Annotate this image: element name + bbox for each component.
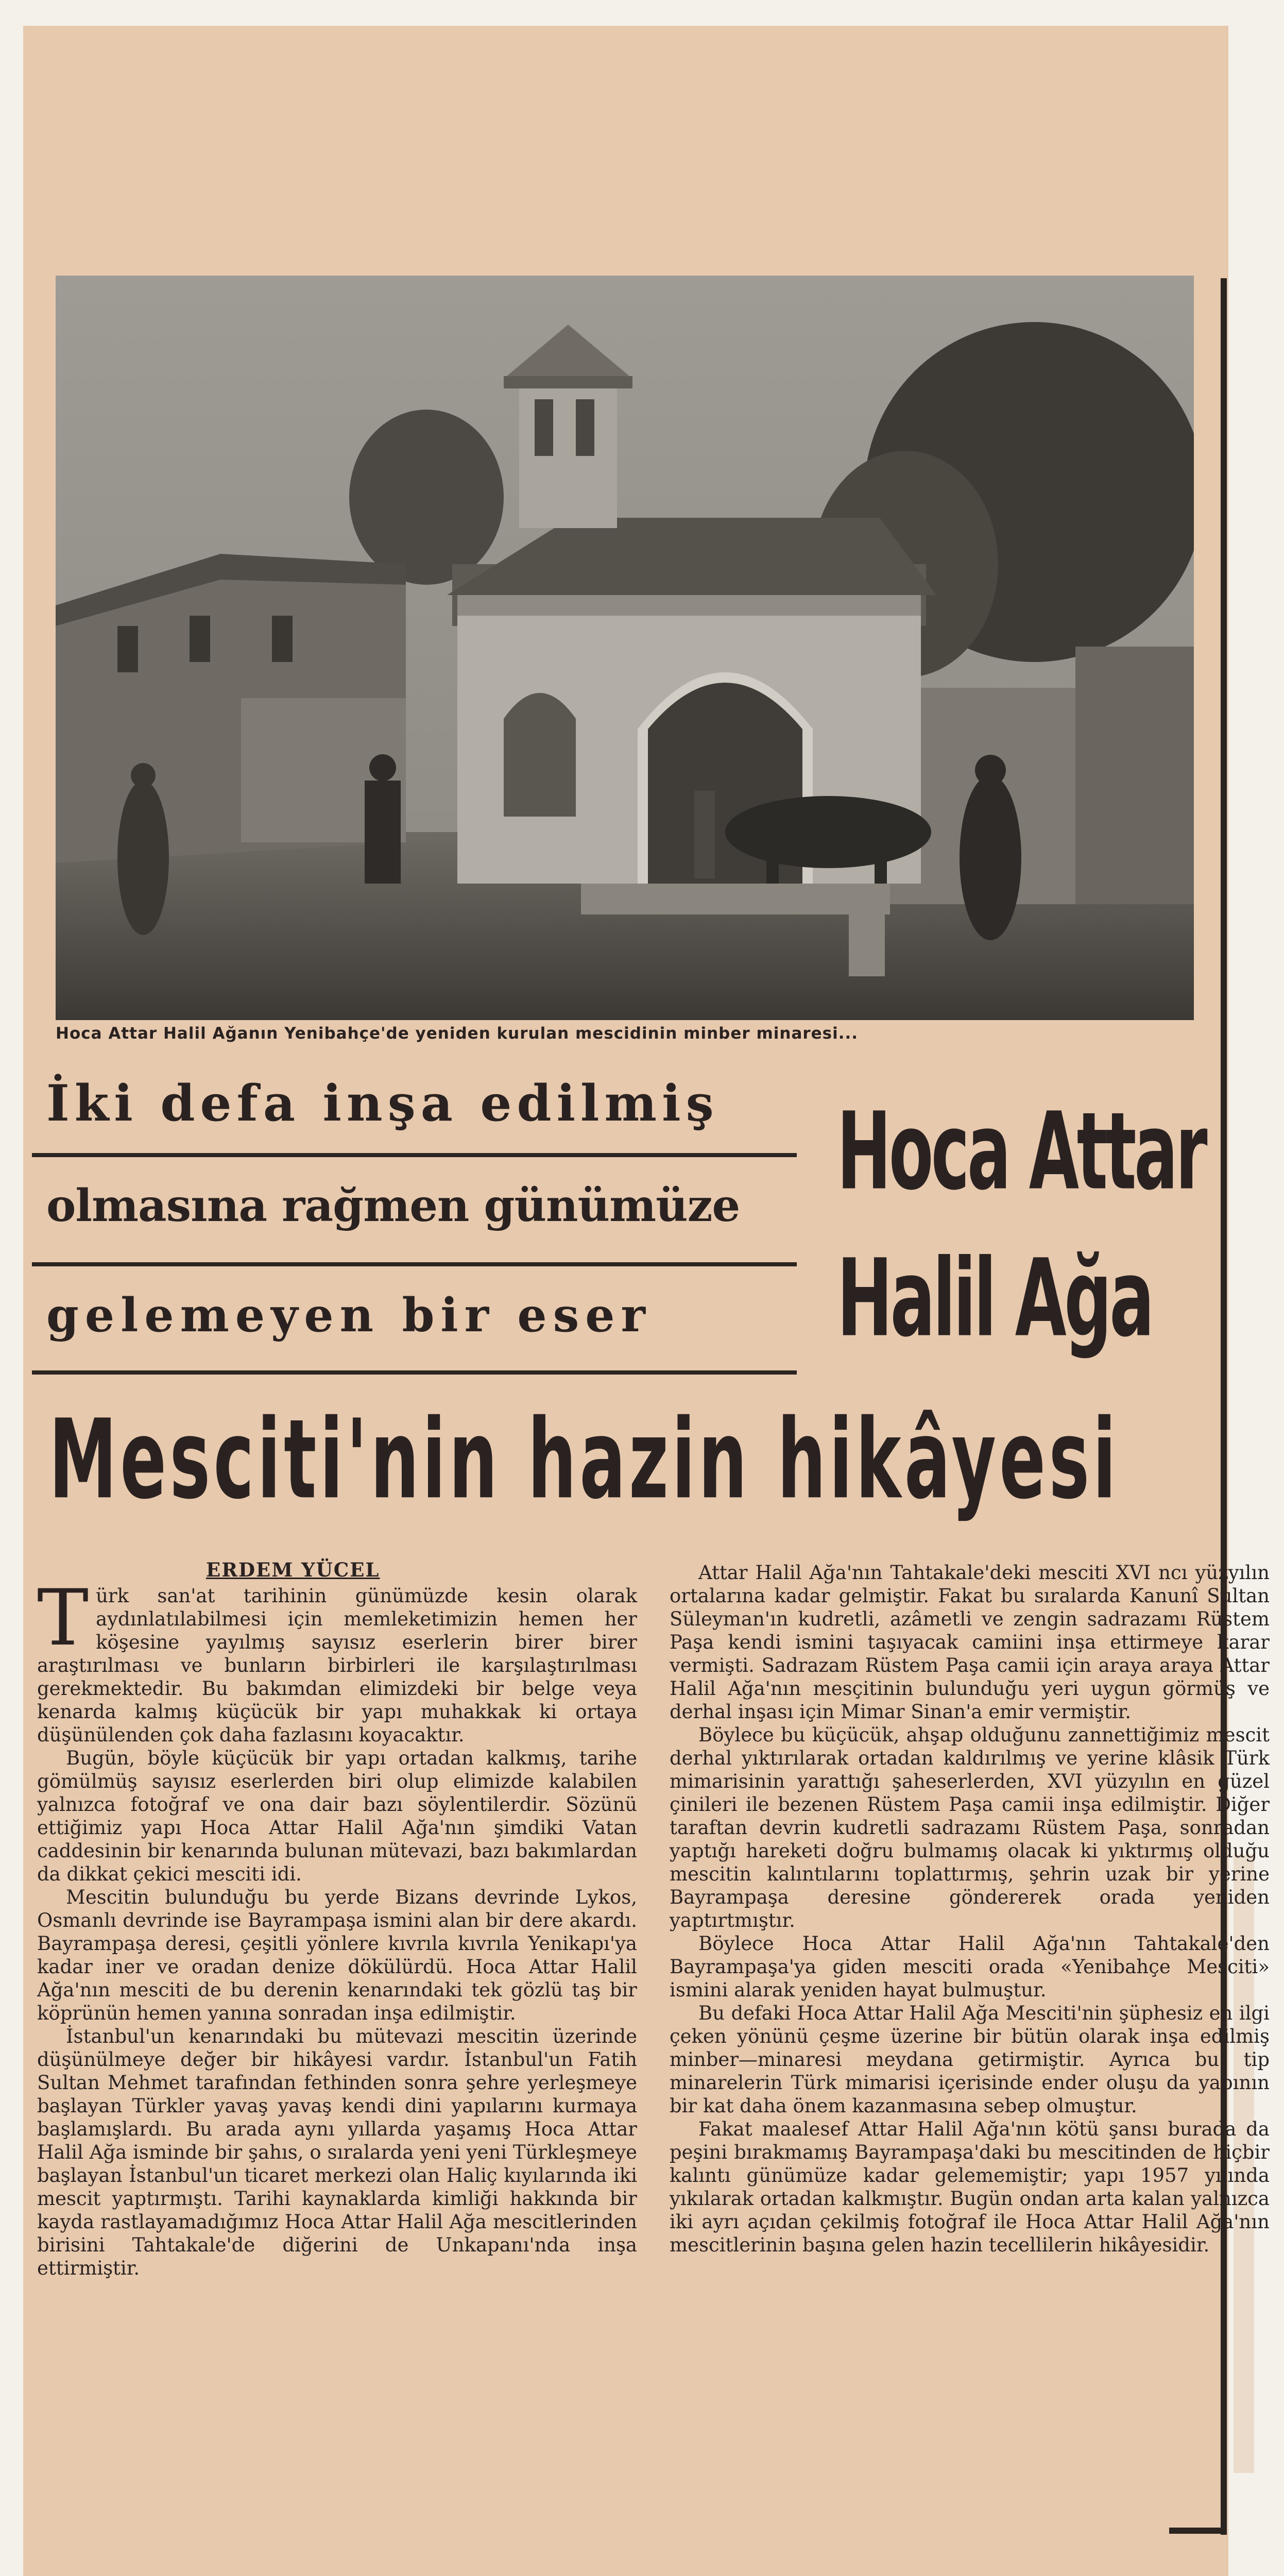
- paragraph: Mescitin bulunduğu bu yerde Bizans devrinde Lykos, Osmanlı devrinde ise Bayrampaşa ismini alan bir dere akardı. Bayrampaşa deresi, çeşitli yönlere kıvrıla kıvrıla Yenikapı'ya kadar iner ve oradan denize dökülürdü. Hoca Attar Halil Ağa'nın mesciti de bu derenin kenarındaki tek gözlü taş bir köprünün hemen yanına sonradan inşa edilmiştir.: [37, 1886, 637, 2024]
- headline-line-3: gelemeyen bir eser: [46, 1288, 652, 1343]
- paragraph: Attar Halil Ağa'nın Tahtakale'deki mesciti XVI ncı yüzyılın ortalarına kadar gelmiştir. Fakat bu sıralarda Kanunî Sultan Süleyman'ın kudretli, azâmetli ve zengin sadrazamı Rüstem Paşa kendi ismini taşıyacak camiini inşa ettirmeye karar vermişti. Sadrazam Rüstem Paşa camii için araya araya Attar Halil Ağa'nın mesçitinin bulunduğu yeri uygun görmüş ve derhal inşası için Mimar Sinan'a emir vermiştir.: [670, 1562, 1270, 1723]
- article-column-right: [670, 1561, 1270, 2257]
- headline-line-2: olmasına rağmen günümüze: [46, 1180, 740, 1232]
- frame-rule-corner: [1169, 2528, 1227, 2534]
- paragraph: Bugün, böyle küçücük bir yapı ortadan kalkmış, tarihe gömülmüş sayısız eserlerden biri olup elimizde kalabilen yalnızca fotoğraf ve ona dair bazı söylentilerdir. Sözünü ettiğimiz yapı Hoca Attar Halil Ağa'nın şimdiki Vatan caddesinin bir kenarında bulunan mütevazi, bazı bakımlardan da dikkat çekici mesciti idi.: [37, 1747, 637, 1885]
- paragraph: Böylece Hoca Attar Halil Ağa'nın Tahtakale'den Bayrampaşa'ya giden mesciti orada «Yenibahçe Mesciti» ismini alarak yeniden hayat bulmuştur.: [670, 1933, 1270, 2001]
- headline-line-1: İki defa inşa edilmiş: [46, 1074, 719, 1132]
- headline-main: Mesciti'nin hazin hikâyesi: [49, 1396, 1120, 1524]
- byline: ERDEM YÜCEL: [206, 1558, 380, 1581]
- drop-cap: T: [37, 1573, 89, 1663]
- photo-caption: Hoca Attar Halil Ağanın Yenibahçe'de yeniden kurulan mescidinin minber minaresi...: [56, 1024, 859, 1043]
- article-column-left: [37, 1573, 637, 2280]
- photo-illustration: [56, 276, 1194, 1020]
- paragraph: Bu defaki Hoca Attar Halil Ağa Mesciti'nin şüphesiz en ilgi çeken yönünü çeşme üzerine bir bütün olarak inşa edilmiş minber—minaresi meydana getirmiştir. Ayrıca bu tip minarelerin Türk mimarisi içerisinde ender oluşu da yapının bir kat daha önem kazanmasına sebep olmuştur.: [670, 2002, 1270, 2117]
- mosque-photograph: [56, 276, 1194, 1020]
- headline-side-line-1: Hoca Attar: [837, 1090, 1206, 1214]
- headline-rule-2: [32, 1262, 797, 1266]
- headline-side-line-2: Halil Ağa: [837, 1236, 1152, 1361]
- paragraph: Türk san'at tarihinin günümüzde kesin olarak aydınlatılabilmesi için memleketimizin hemen her köşesine yayılmış sayısız eserlerin birer birer araştırılması ve bunların birbirleri ile karşılaştırılması gerekmektedir. Bu bakımdan elimizdeki bir belge veya kenarda kalmış küçücük bir yapı muhakkak ki ortaya düşünülenden çok daha fazlasını koyacaktır.: [37, 1573, 637, 1746]
- paragraph: İstanbul'un kenarındaki bu mütevazi mescitin üzerinde düşünülmeye değer bir hikâyesi vardır. İstanbul'un Fatih Sultan Mehmet tarafından fethinden sonra şehre yerleşmeye başlayan Türkler yavaş yavaş kendi dini yapılarını kurmaya başlamışlardı. Bu arada aynı yıllarda yaşamış Hoca Attar Halil Ağa isminde bir şahıs, o sıralarda yeni yeni Türkleşmeye başlayan İstanbul'un ticaret merkezi olan Haliç kıyılarında iki mescit yaptırmıştı. Tarihi kaynaklarda kimliği hakkında bir kayda rastlayamadığımız Hoca Attar Halil Ağa mescitlerinden birisini Tahtakale'de diğerini de Unkapanı'nda inşa ettirmiştir.: [37, 2025, 637, 2279]
- headline-rule-1: [32, 1153, 797, 1157]
- headline-rule-3: [32, 1370, 797, 1375]
- paragraph: Fakat maalesef Attar Halil Ağa'nın kötü şansı burada da peşini bırakmamış Bayrampaşa'daki bu mescitinden de hiçbir kalıntı günümüze kadar gelememiştir; yapı 1957 yılında yıkılarak ortadan kalkmıştır. Bugün ondan arta kalan yalnızca iki ayrı açıdan çekilmiş fotoğraf ile Hoca Attar Halil Ağa'nın mescitlerinin başına gelen hazin tecellilerin hikâyesidir.: [670, 2118, 1270, 2256]
- paragraph: Böylece bu küçücük, ahşap olduğunu zannettiğimiz mescit derhal yıktırılarak ortadan kaldırılmış ve yerine klâsik Türk mimarisinin yarattığı şaheserlerden, XVI yüzyılın en güzel çinileri ile bezenen Rüstem Paşa camii inşa edilmiştir. Diğer taraftan devrin kudretli sadrazamı Rüstem Paşa, sonradan yaptığı hareketi doğru bulmamış olacak ki yıktırmış olduğu mescitin kalıntılarını toplattırmış, şehrin uzak bir yerine Bayrampaşa deresine göndererek orada yeniden yaptırtmıştır.: [670, 1724, 1270, 1931]
